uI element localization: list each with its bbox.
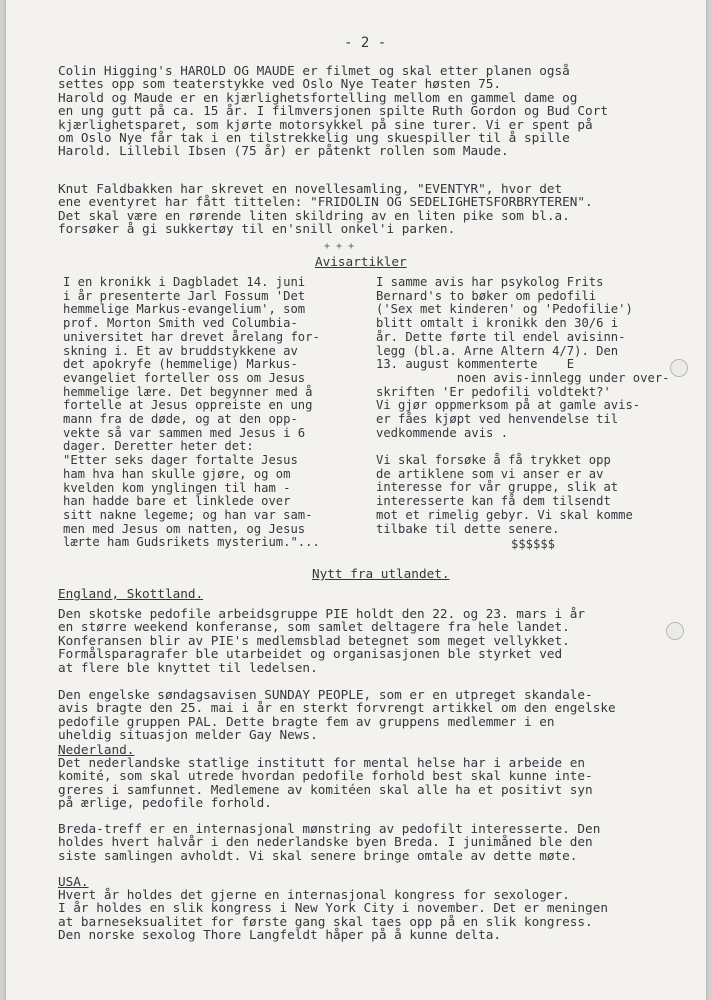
punch-hole-upper (670, 359, 688, 377)
usa-paragraph: Hvert år holdes det gjerne en internasjonal kongress for sexologer. I år holdes en slik kongress i New York City i november. Det er meningen at barneseksualitet for første gang skal taes opp på en slik kongress. Den norske sexolog Thore Langfeldt håper på å kunne delta. (58, 887, 608, 943)
pie-paragraph: Den skotske pedofile arbeidsgruppe PIE holdt den 22. og 23. mars i år en større weekend konferanse, som samlet deltagere fra hele landet. Konferansen blir av PIE's medlemsblad betegnet som meget vellykket. Formålsparagrafer ble utarbeidet og organisasjonen ble styrket ved at flere ble knyttet til ledelsen. (58, 606, 586, 675)
knut-faldbakken-paragraph: Knut Faldbakken har skrevet en novellesamling, "EVENTYR", hvor det ene eventyret har fått tittelen: "FRIDOLIN OG SEDELIGHETSFORBRYTEREN". Det skal være en rørende liten skildring av en liten pike som bl.a. forsøker å gi sukkertøy til en'snill onkel'i parken. (58, 181, 593, 237)
dollar-signs: $$$$$$ (511, 537, 556, 551)
nederland-heading: Nederland. (58, 742, 135, 757)
sunday-people-paragraph: Den engelske søndagsavisen SUNDAY PEOPLE, som er en utpreget skandale- avis bragte den 25. mai i år en sterkt forvrengt artikkel om den engelske pedofile gruppen PAL. Dette bragte fem av gruppens medlemmer i en uheldig situasjon melder Gay News. (58, 687, 616, 743)
avis-right-column-part1: I samme avis har psykolog Frits Bernard's to bøker om pedofili ('Sex met kinderen' og 'Pedofilie') blitt omtalt i kronikk den 30/6 i år. Dette førte til endel avisinn- legg (bl.a. Arne Altern 4/7). Den 13. august kommenterte E noen avis-innlegg under over- skriften 'Er pedofili voldtekt?' Vi gjør oppmerksom på at gamle avis- er fåes kjøpt ved henvendelse til vedkommende avis . (376, 275, 670, 440)
section-separator: + + + (324, 241, 355, 252)
document-page (6, 0, 706, 1000)
nederland-paragraph: Det nederlandske statlige institutt for mental helse har i arbeide en komité, som skal utrede hvordan pedofile forhold best skal kunne inte- greres i samfunnet. Medlemene av komitéen skal alle ha et positivt syn på ærlige, pedofile forhold. (58, 755, 593, 811)
breda-paragraph: Breda-treff er en internasjonal mønstring av pedofilt interesserte. Den holdes hvert halvår i den nederlandske byen Breda. I junimåned ble den siste samlingen avholdt. Vi skal senere bringe omtale av dette møte. (58, 821, 601, 863)
avisartikler-heading: Avisartikler (315, 254, 407, 269)
page-number: - 2 - (344, 35, 387, 51)
england-skottland-heading: England, Skottland. (58, 586, 204, 601)
avis-left-column: I en kronikk i Dagbladet 14. juni i år presenterte Jarl Fossum 'Det hemmelige Markus-evangelium', som prof. Morton Smith ved Columbia- universitet har drevet årelang for- skning i. Et av bruddstykkene av det apokryfe (hemmelige) Markus- evangeliet forteller oss om Jesus hemmelige lære. Det begynner med å fortelle at Jesus oppreiste en ung mann fra de døde, og at den opp- vekte så var sammen med Jesus i 6 dager. Deretter heter det: "Etter seks dager fortalte Jesus ham hva han skulle gjøre, og om kvelden kom ynglingen til ham - han hadde bare et linklede over sitt nakne legeme; og han var sam- men med Jesus om natten, og Jesus lærte ham Gudsrikets mysterium."... (63, 275, 320, 550)
punch-hole-lower (666, 622, 684, 640)
usa-heading: USA. (58, 874, 89, 889)
harold-og-maude-paragraph: Colin Higging's HAROLD OG MAUDE er filmet og skal etter planen også settes opp som teaterstykke ved Oslo Nye Teater høsten 75. Harold og Maude er en kjærlighetsfortelling mellom en gammel dame og en ung gutt på ca. 15 år. I filmversjonen spilte Ruth Gordon og Bud Cort kjærlighetsparet, som kjørte motorsykkel på sine turer. Vi er spent på om Oslo Nye får tak i en tilstrekkelig ung skuespiller til å spille Harold. Lillebil Ibsen (75 år) er påtenkt rollen som Maude. (58, 63, 608, 159)
avis-right-column-part2: Vi skal forsøke å få trykket opp de artiklene som vi anser er av interesse for vår gruppe, slik at interesserte kan få dem tilsendt mot et rimelig gebyr. Vi skal komme tilbake til dette senere. (376, 453, 633, 536)
nytt-fra-utlandet-heading: Nytt fra utlandet. (312, 566, 450, 581)
